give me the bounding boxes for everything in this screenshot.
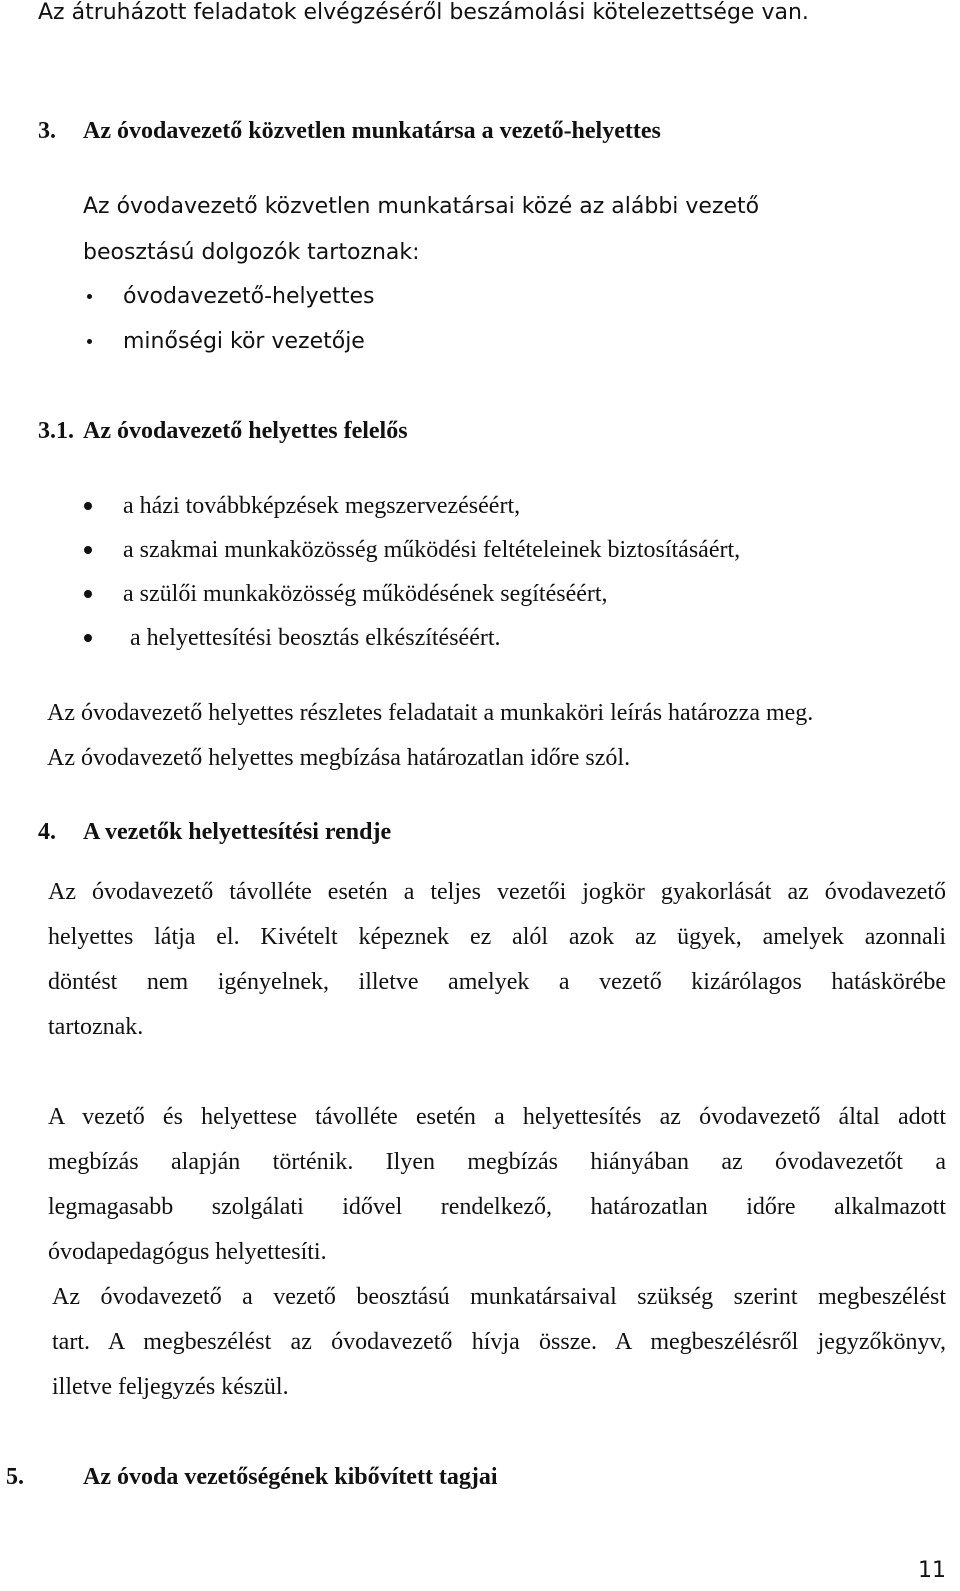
section-3-para-line2: beosztású dolgozók tartoznak:: [83, 240, 420, 265]
section-3-number: 3.: [38, 118, 56, 144]
section-3-title: Az óvodavezető közvetlen munkatársa a vezető-helyettes: [83, 118, 661, 144]
responsibility-item-4: a helyettesítési beosztás elkészítéséért.: [130, 625, 501, 651]
bullet-icon: [87, 339, 92, 344]
responsibility-item-2: a szakmai munkaközösség működési feltételeinek biztosításáért,: [123, 537, 741, 563]
paragraph-3-line-1: Az óvodavezető a vezető beosztású munkatársaival szükség szerint megbeszélést: [52, 1284, 946, 1310]
responsibility-item-3: a szülői munkaközösség működésének segítéséért,: [123, 581, 608, 607]
paragraph-1-line-1: Az óvodavezető távolléte esetén a teljes vezetői jogkör gyakorlását az óvodavezető: [48, 879, 946, 905]
section-5-number: 5.: [6, 1464, 24, 1490]
section-3-item-2: minőségi kör vezetője: [123, 329, 365, 354]
section-4-number: 4.: [38, 819, 56, 845]
paragraph-3-line-2: tart. A megbeszélést az óvodavezető hívja össze. A megbeszélésről jegyzőkönyv,: [52, 1329, 946, 1355]
paragraph-2-line-4: óvodapedagógus helyettesíti.: [48, 1239, 327, 1265]
paragraph-2-line-2: megbízás alapján történik. Ilyen megbízás hiányában az óvodavezetőt a: [48, 1149, 946, 1175]
section-3-para-line1: Az óvodavezető közvetlen munkatársai közé az alábbi vezető: [83, 194, 760, 219]
section-4-title: A vezetők helyettesítési rendje: [83, 819, 392, 845]
responsibility-item-1: a házi továbbképzések megszervezéséért,: [123, 493, 521, 519]
paragraph-2-line-3: legmagasabb szolgálati idővel rendelkező, határozatlan időre alkalmazott: [48, 1194, 946, 1220]
section-3-1-note-1: Az óvodavezető helyettes részletes feladatait a munkaköri leírás határozza meg.: [47, 700, 814, 726]
section-3-1-note-2: Az óvodavezető helyettes megbízása határozatlan időre szól.: [47, 745, 631, 771]
section-5-title: Az óvoda vezetőségének kibővített tagjai: [83, 1464, 498, 1490]
section-3-item-1: óvodavezető-helyettes: [123, 284, 375, 309]
paragraph-1-line-3: döntést nem igényelnek, illetve amelyek a vezető kizárólagos hatáskörébe: [48, 969, 946, 995]
paragraph-2-line-1: A vezető és helyettese távolléte esetén a helyettesítés az óvodavezető által adott: [48, 1104, 946, 1130]
bullet-icon: [87, 294, 92, 299]
bullet-icon: [84, 634, 92, 642]
section-3-1-number: 3.1.: [38, 418, 74, 444]
section-3-1-title: Az óvodavezető helyettes felelős: [83, 418, 408, 444]
paragraph-3-line-3: illetve feljegyzés készül.: [52, 1374, 289, 1400]
bullet-icon: [84, 502, 92, 510]
bullet-icon: [84, 546, 92, 554]
paragraph-1-line-4: tartoznak.: [48, 1014, 144, 1040]
intro-line: Az átruházott feladatok elvégzéséről beszámolási kötelezettsége van.: [38, 0, 809, 25]
bullet-icon: [84, 590, 92, 598]
page-number: 11: [918, 1558, 946, 1583]
paragraph-1-line-2: helyettes látja el. Kivételt képeznek ez alól azok az ügyek, amelyek azonnali: [48, 924, 946, 950]
